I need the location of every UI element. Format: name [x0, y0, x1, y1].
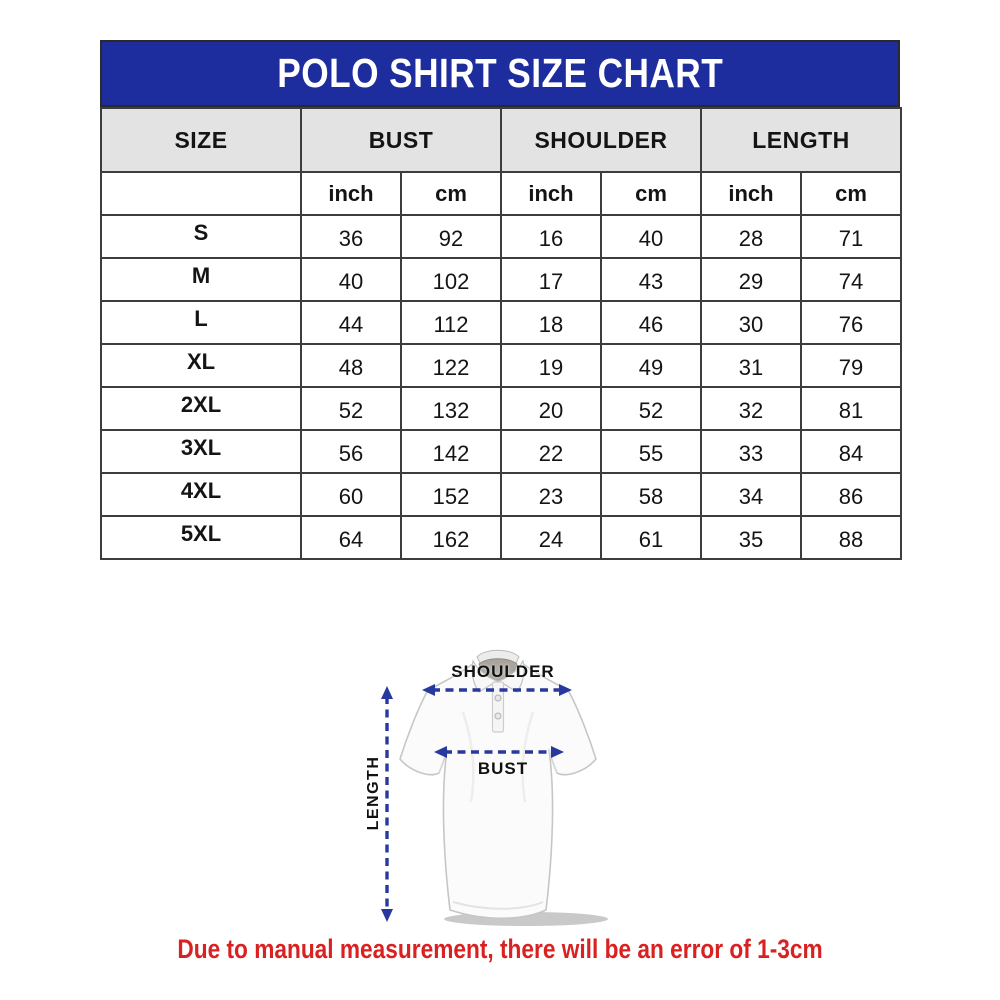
- size-label: L: [101, 301, 301, 344]
- button: [495, 713, 501, 719]
- col-header-bust: BUST: [301, 108, 501, 172]
- cell-value: 18: [501, 301, 601, 344]
- polo-shirt-illustration: [338, 640, 668, 932]
- cell-value: 81: [801, 387, 901, 430]
- cell-value: 56: [301, 430, 401, 473]
- size-chart-table: [100, 107, 902, 560]
- button: [495, 695, 501, 701]
- cell-value: 46: [601, 301, 701, 344]
- size-label: M: [101, 258, 301, 301]
- size-label: 3XL: [101, 430, 301, 473]
- cell-value: 32: [701, 387, 801, 430]
- size-label: S: [101, 215, 301, 258]
- table-row-s: [101, 215, 901, 258]
- size-label: 2XL: [101, 387, 301, 430]
- cell-value: 20: [501, 387, 601, 430]
- cell-value: 61: [601, 516, 701, 559]
- cell-value: 79: [801, 344, 901, 387]
- unit-header-shoulder-cm: cm: [601, 172, 701, 215]
- table-row-4xl: [101, 473, 901, 516]
- cell-value: 52: [601, 387, 701, 430]
- size-label: 5XL: [101, 516, 301, 559]
- cell-value: 58: [601, 473, 701, 516]
- cell-value: 33: [701, 430, 801, 473]
- table-row-l: [101, 301, 901, 344]
- length-label: LENGTH: [365, 755, 382, 831]
- chart-title-bar: [100, 40, 900, 107]
- size-chart-table-container: [100, 107, 900, 560]
- unit-header-shoulder-inch: inch: [501, 172, 601, 215]
- cell-value: 31: [701, 344, 801, 387]
- cell-value: 162: [401, 516, 501, 559]
- cell-value: 34: [701, 473, 801, 516]
- cell-value: 28: [701, 215, 801, 258]
- cell-value: 60: [301, 473, 401, 516]
- cell-value: 30: [701, 301, 801, 344]
- unit-header-length-inch: inch: [701, 172, 801, 215]
- cell-value: 55: [601, 430, 701, 473]
- measurement-diagram: [338, 640, 668, 932]
- table-unit-header-row: [101, 172, 901, 215]
- cell-value: 29: [701, 258, 801, 301]
- unit-header-length-cm: cm: [801, 172, 901, 215]
- col-header-shoulder: SHOULDER: [501, 108, 701, 172]
- cell-value: 43: [601, 258, 701, 301]
- cell-value: 49: [601, 344, 701, 387]
- cell-value: 71: [801, 215, 901, 258]
- cell-value: 152: [401, 473, 501, 516]
- cell-value: 16: [501, 215, 601, 258]
- size-label: 4XL: [101, 473, 301, 516]
- cell-value: 36: [301, 215, 401, 258]
- cell-value: 122: [401, 344, 501, 387]
- cell-value: 74: [801, 258, 901, 301]
- cell-value: 40: [601, 215, 701, 258]
- cell-value: 22: [501, 430, 601, 473]
- measurement-note: Due to manual measurement, there will be an error of 1-3cm: [177, 934, 823, 964]
- table-row-3xl: [101, 430, 901, 473]
- cell-value: 19: [501, 344, 601, 387]
- table-row-xl: [101, 344, 901, 387]
- cell-value: 86: [801, 473, 901, 516]
- table-row-m: [101, 258, 901, 301]
- cell-value: 35: [701, 516, 801, 559]
- cell-value: 48: [301, 344, 401, 387]
- cell-value: 24: [501, 516, 601, 559]
- cell-value: 40: [301, 258, 401, 301]
- table-row-5xl: [101, 516, 901, 559]
- cell-value: 64: [301, 516, 401, 559]
- cell-value: 88: [801, 516, 901, 559]
- unit-header-bust-inch: inch: [301, 172, 401, 215]
- cell-value: 52: [301, 387, 401, 430]
- cell-value: 17: [501, 258, 601, 301]
- unit-header-bust-cm: cm: [401, 172, 501, 215]
- col-header-size: SIZE: [101, 108, 301, 172]
- table-group-header-row: [101, 108, 901, 172]
- cell-value: 112: [401, 301, 501, 344]
- table-row-2xl: [101, 387, 901, 430]
- cell-value: 76: [801, 301, 901, 344]
- cell-value: 132: [401, 387, 501, 430]
- cell-value: 92: [401, 215, 501, 258]
- size-label: XL: [101, 344, 301, 387]
- col-header-length: LENGTH: [701, 108, 901, 172]
- unit-header-empty: [101, 172, 301, 215]
- cell-value: 23: [501, 473, 601, 516]
- cell-value: 44: [301, 301, 401, 344]
- bust-label: BUST: [477, 759, 529, 778]
- cell-value: 142: [401, 430, 501, 473]
- cell-value: 84: [801, 430, 901, 473]
- chart-title: POLO SHIRT SIZE CHART: [277, 50, 723, 96]
- cell-value: 102: [401, 258, 501, 301]
- shoulder-label: SHOULDER: [451, 662, 555, 681]
